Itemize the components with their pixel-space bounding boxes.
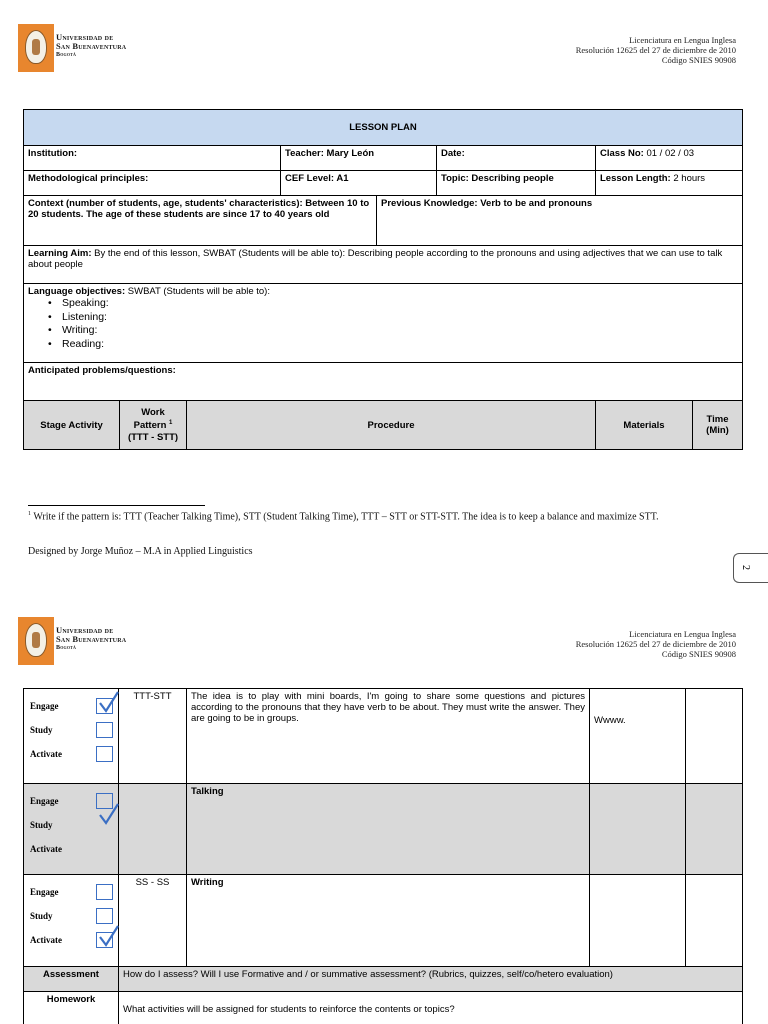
footnote-text: $^1$ Write if the pattern is: TTT (Teacher Talking Time), STT (Student Talking Time), TTT – STT or STT-STT. The idea is to keep a balance and maximize STT. — [28, 511, 659, 523]
stages-table — [23, 688, 743, 1024]
objective-item: • Speaking: — [48, 297, 738, 311]
stage-cell — [24, 875, 119, 967]
study-checkbox[interactable] — [96, 908, 113, 924]
procedure-cell[interactable]: The idea is to play with mini boards, I'm going to share some questions and pictures according to the pronouns that they have verb to be about. They must write the answer. They are going to be in groups. — [187, 689, 590, 784]
checkmark-icon — [97, 690, 121, 716]
objective-item: • Listening: — [48, 311, 738, 325]
language-objectives-field[interactable]: Language objectives: SWBAT (Students will be able to): • Speaking: • Listening: • Writing: • Reading: — [24, 284, 743, 363]
materials-cell[interactable] — [590, 784, 686, 875]
lesson-plan-title: LESSON PLAN — [24, 110, 743, 146]
procedure-cell[interactable]: Talking — [187, 784, 590, 875]
previous-knowledge-field[interactable]: Previous Knowledge: Verb to be and pronouns — [377, 196, 743, 246]
col-header-time: Time (Min) — [693, 401, 743, 450]
col-header-materials: Materials — [596, 401, 693, 450]
procedure-cell[interactable]: Writing — [187, 875, 590, 967]
work-pattern-cell[interactable]: TTT-STT — [119, 689, 187, 784]
stage-activate: Activate — [24, 927, 118, 951]
anticipated-problems-field[interactable]: Anticipated problems/questions: — [24, 363, 743, 401]
checkmark-icon — [97, 802, 121, 828]
program-info: Licenciatura en Lengua Inglesa Resolución 12625 del 27 de diciembre de 2010 Código SNIES 90908 — [575, 35, 736, 65]
methodological-principles-field[interactable]: Methodological principles: — [24, 171, 281, 196]
cef-level-field[interactable]: CEF Level: A1 — [281, 171, 437, 196]
program-info: Licenciatura en Lengua Inglesa Resolución 12625 del 27 de diciembre de 2010 Código SNIES 90908 — [575, 629, 736, 659]
university-name: Universidad de San Buenaventura Bogotá — [56, 625, 127, 651]
homework-field[interactable]: What activities will be assigned for students to reinforce the contents or topics? — [119, 992, 743, 1024]
col-header-procedure: Procedure — [187, 401, 596, 450]
checkmark-icon — [97, 924, 121, 950]
col-header-stage: Stage Activity — [24, 401, 120, 450]
stage-cell — [24, 689, 119, 784]
stage-study: Study — [24, 717, 118, 741]
study-checkbox[interactable] — [96, 722, 113, 738]
page-number-tab: 2 — [733, 553, 768, 583]
materials-cell[interactable] — [590, 875, 686, 967]
lesson-length-field[interactable]: Lesson Length: 2 hours — [596, 171, 743, 196]
objective-item: • Writing: — [48, 324, 738, 338]
activate-checkbox[interactable] — [96, 746, 113, 762]
date-field[interactable]: Date: — [437, 146, 596, 171]
university-logo — [18, 617, 146, 669]
time-cell[interactable] — [686, 689, 743, 784]
learning-aim-field[interactable]: Learning Aim: By the end of this lesson, SWBAT (Students will be able to): Describing people according to the pronouns and using adjectives that we can use to talk about people — [24, 246, 743, 284]
lesson-plan-table — [23, 109, 743, 450]
stage-study: Study — [24, 903, 118, 927]
time-cell[interactable] — [686, 784, 743, 875]
materials-cell[interactable]: Wwww. — [590, 689, 686, 784]
col-header-work-pattern: Work Pattern $^1$ (TTT - STT) — [120, 401, 187, 450]
objectives-list — [28, 297, 738, 351]
topic-field[interactable]: Topic: Describing people — [437, 171, 596, 196]
university-crest-icon — [18, 24, 54, 72]
stage-cell — [24, 784, 119, 875]
stage-engage: Engage — [24, 879, 118, 903]
work-pattern-cell[interactable] — [119, 784, 187, 875]
work-pattern-cell[interactable]: SS - SS — [119, 875, 187, 967]
institution-field[interactable]: Institution: — [24, 146, 281, 171]
stage-engage: Engage — [24, 693, 118, 717]
stage-engage: Engage — [24, 788, 118, 812]
engage-checkbox[interactable] — [96, 884, 113, 900]
designed-by: Designed by Jorge Muñoz – M.A in Applied Linguistics — [28, 546, 253, 557]
university-name: Universidad de San Buenaventura Bogotá — [56, 32, 127, 58]
time-cell[interactable] — [686, 875, 743, 967]
footnote-separator — [28, 505, 205, 506]
class-no-field[interactable]: Class No: 01 / 02 / 03 — [596, 146, 743, 171]
stage-activate: Activate — [30, 844, 62, 854]
university-crest-icon — [18, 617, 54, 665]
objective-item: • Reading: — [48, 338, 738, 352]
stage-study: Study — [24, 812, 118, 836]
context-field[interactable]: Context (number of students, age, students' characteristics): Between 10 to 20 students. The age of these students are since 17 to 40 years old — [24, 196, 377, 246]
university-logo — [18, 24, 146, 76]
assessment-label: Assessment — [24, 967, 119, 992]
stage-activate: Activate — [24, 741, 118, 765]
homework-label: Homework — [24, 992, 119, 1024]
teacher-field[interactable]: Teacher: Mary León — [281, 146, 437, 171]
assessment-field[interactable]: How do I assess? Will I use Formative and / or summative assessment? (Rubrics, quizzes, self/co/hetero evaluation) — [119, 967, 743, 992]
